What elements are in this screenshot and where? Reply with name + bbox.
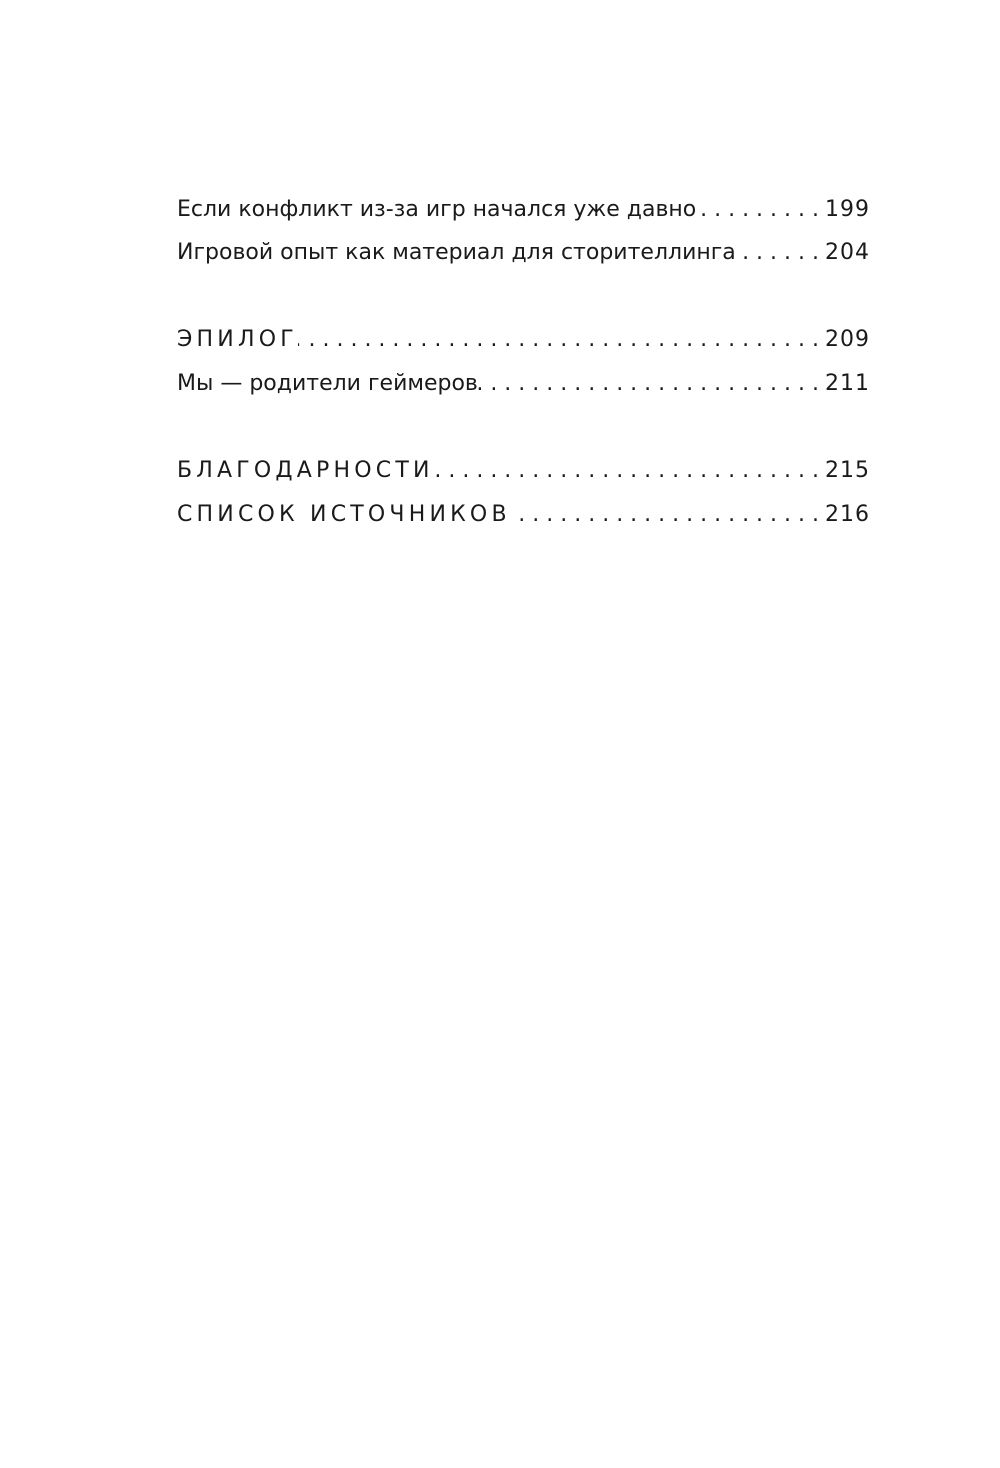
toc-entry [177, 231, 870, 274]
dot-leader [434, 449, 825, 493]
toc-entry-page: 199 [825, 197, 870, 222]
dot-leader [478, 362, 825, 405]
toc-section-page: 216 [825, 502, 870, 527]
toc-section-page: 209 [825, 327, 870, 352]
dot-leader [696, 188, 825, 231]
toc-entry-page: 204 [825, 240, 870, 265]
toc-section-title: СПИСОК ИСТОЧНИКОВ [177, 502, 511, 527]
toc-entry [177, 188, 870, 231]
toc-section-title: БЛАГОДАРНОСТИ [177, 458, 434, 483]
toc-entry-page: 211 [825, 371, 870, 396]
toc-section-page: 215 [825, 458, 870, 483]
toc-entry-title: Игровой опыт как материал для сторителлинга [177, 240, 736, 265]
toc-entry-title: Если конфликт из-за игр начался уже давно [177, 197, 697, 222]
dot-leader [511, 493, 825, 537]
toc-entry [177, 362, 870, 405]
toc-section-heading [177, 493, 870, 537]
toc-section-heading [177, 318, 870, 362]
toc-section-title: ЭПИЛОГ [177, 327, 298, 352]
toc-section-heading [177, 449, 870, 493]
dot-leader [736, 231, 825, 274]
dot-leader [298, 318, 825, 362]
table-of-contents [177, 188, 870, 537]
toc-entry-title: Мы — родители геймеров [177, 371, 478, 396]
